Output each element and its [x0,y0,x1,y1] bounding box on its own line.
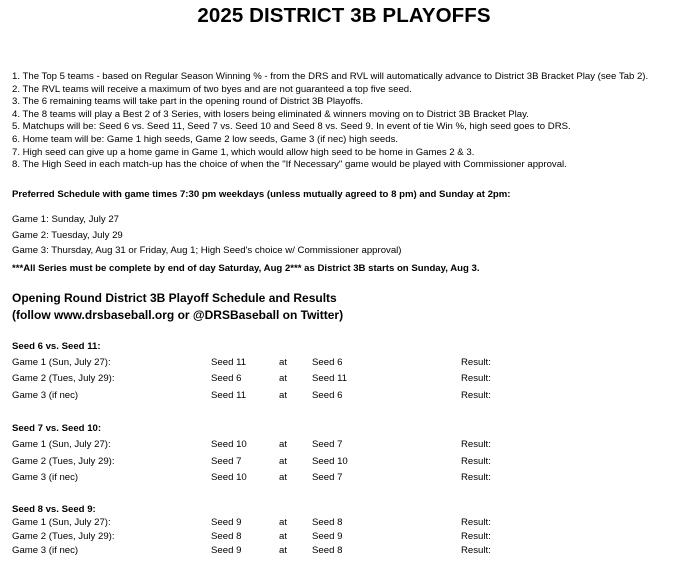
game-row [0,545,688,559]
result-label: Result: [461,531,491,542]
game-label: Game 2 (Tues, July 29): [12,456,115,467]
rule-item: 1. The Top 5 teams - based on Regular Season Winning % - from the DRS and RVL will automatically advance to District 3B Bracket Play (see Tab 2). [12,71,649,82]
rule-item: 5. Matchups will be: Seed 6 vs. Seed 11, Seed 7 vs. Seed 10 and Seed 8 vs. Seed 9. In event of tie Win %, high seed goes to DRS. [12,121,571,133]
away-seed: Seed 7 [312,472,343,483]
result-label: Result: [461,357,491,368]
game-row [0,439,688,453]
at-label: at [279,357,288,368]
rule-item: 3. The 6 remaining teams will take part in the opening round of District 3B Playoffs. [12,96,364,108]
away-seed: Seed 9 [312,531,343,542]
result-label: Result: [461,456,491,467]
game-row [0,456,688,470]
result-label: Result: [461,517,491,528]
game-label: Game 3 (if nec) [12,390,79,401]
at-label: at [279,472,288,483]
schedule-section-title [12,290,343,324]
away-seed: Seed 11 [312,373,348,384]
away-seed: Seed 10 [312,456,348,467]
game-day-item: Game 3: Thursday, Aug 31 or Friday, Aug 1; High Seed's choice w/ Commissioner approval) [12,245,402,256]
section-subtitle-text: (follow www.drsbaseball.org or @DRSBaseball on Twitter) [12,308,344,322]
at-label: at [279,373,288,384]
home-seed: Seed 10 [211,439,247,450]
at-label: at [279,517,288,528]
game-label: Game 3 (if nec) [12,545,79,556]
away-seed: Seed 8 [312,517,343,528]
game-day-item: Game 1: Sunday, July 27 [12,214,120,225]
game-label: Game 1 (Sun, July 27): [12,439,111,450]
game-row [0,531,688,545]
deadline-note: ***All Series must be complete by end of day Saturday, Aug 2*** as District 3B starts on Sunday, Aug 3. [12,263,480,274]
home-seed: Seed 6 [211,373,242,384]
game-label: Game 1 (Sun, July 27): [12,357,111,368]
page-title: 2025 DISTRICT 3B PLAYOFFS [197,4,491,27]
at-label: at [279,390,288,401]
away-seed: Seed 8 [312,545,343,556]
game-row [0,472,688,486]
away-seed: Seed 7 [312,439,343,450]
result-label: Result: [461,545,491,556]
at-label: at [279,439,288,450]
rules-list [12,71,688,172]
game-label: Game 2 (Tues, July 29): [12,373,115,384]
rule-item: 6. Home team will be: Game 1 high seeds, Game 2 low seeds, Game 3 (if nec) high seeds. [12,133,399,145]
game-days-list [12,212,402,259]
away-seed: Seed 6 [312,390,343,401]
game-label: Game 1 (Sun, July 27): [12,517,111,528]
at-label: at [279,531,288,542]
away-seed: Seed 6 [312,357,343,368]
game-row [0,517,688,531]
game-row [0,357,688,371]
home-seed: Seed 8 [211,531,242,542]
game-label: Game 2 (Tues, July 29): [12,531,115,542]
rule-item: 8. The High Seed in each match-up has the choice of when the "If Necessary" game would be played with Commissioner approval. [12,159,567,171]
result-label: Result: [461,373,491,384]
home-seed: Seed 9 [211,517,242,528]
game-label: Game 3 (if nec) [12,472,79,483]
home-seed: Seed 10 [211,472,247,483]
game-row [0,390,688,404]
home-seed: Seed 7 [211,456,242,467]
home-seed: Seed 11 [211,357,247,368]
at-label: at [279,545,288,556]
rule-item: 2. The RVL teams will receive a maximum of two byes and are not guaranteed a top five seed. [12,83,412,95]
series-heading: Seed 7 vs. Seed 10: [12,423,102,434]
at-label: at [279,456,288,467]
home-seed: Seed 9 [211,545,242,556]
result-label: Result: [461,472,491,483]
game-day-item: Game 2: Tuesday, July 29 [12,229,123,241]
rule-item: 4. The 8 teams will play a Best 2 of 3 Series, with losers being eliminated & winners moving on to District 3B Bracket Play. [12,108,529,120]
preferred-schedule-heading: Preferred Schedule with game times 7:30 pm weekdays (unless mutually agreed to 8 pm) and Sunday at 2pm: [12,189,511,200]
series-heading: Seed 6 vs. Seed 11: [12,341,101,352]
section-title-text: Opening Round District 3B Playoff Schedule and Results [12,291,337,305]
rule-item: 7. High seed can give up a home game in Game 1, which would allow high seed to be home in Games 2 & 3. [12,146,475,158]
result-label: Result: [461,390,491,401]
result-label: Result: [461,439,491,450]
series-heading: Seed 8 vs. Seed 9: [12,504,96,515]
game-row [0,373,688,387]
home-seed: Seed 11 [211,390,247,401]
